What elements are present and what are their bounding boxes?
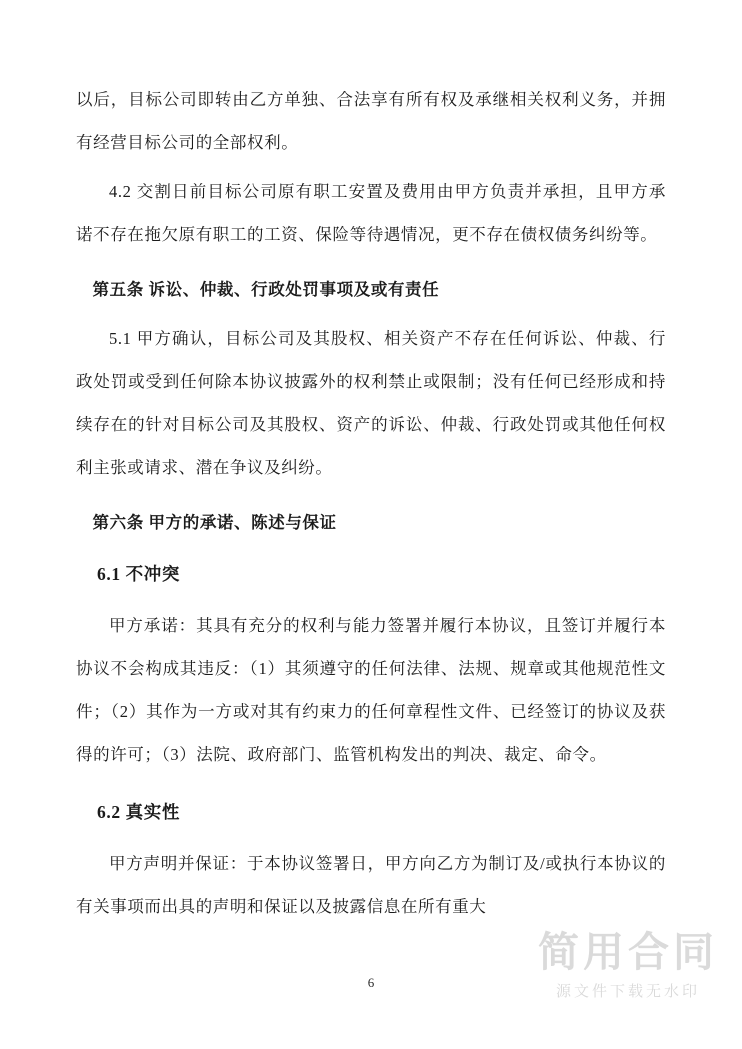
paragraph-6-1: 甲方承诺：其具有充分的权利与能力签署并履行本协议，且签订并履行本协议不会构成其违反：（1）其须遵守的任何法律、法规、规章或其他规范性文件；（2）其作为一方或对其有约束力的任何章程性文件、已经签订的协议及获得的许可；（3）法院、政府部门、监管机构发出的判决、裁定、命令。 <box>76 616 666 764</box>
paragraph-5-1: 5.1 甲方确认，目标公司及其股权、相关资产不存在任何诉讼、仲裁、行政处罚或受到任何除本协议披露外的权利禁止或限制；没有任何已经形成和持续存在的针对目标公司及其股权、资产的诉讼、仲裁、行政处罚或其他任何权利主张或请求、潜在争议及纠纷。 <box>76 329 666 477</box>
subsection-heading-6-2: 6.2 真实性 <box>97 802 180 822</box>
watermark-sub-text: 源文件下载无水印 <box>555 983 700 1000</box>
spacer <box>76 489 666 501</box>
spacer <box>76 256 666 268</box>
paragraph-6-2: 甲方声明并保证：于本协议签署日，甲方向乙方为制订及/或执行本协议的有关事项而出具的声明和保证以及披露信息在所有重大 <box>76 854 666 916</box>
paragraph-4-1-continued: 以后，目标公司即转由乙方单独、合法享有所有权及承继相关权利义务，并拥有经营目标公司的全部权利。 <box>76 90 666 152</box>
subsection-heading-6-1: 6.1 不冲突 <box>97 564 180 584</box>
section-heading-6: 第六条 甲方的承诺、陈述与保证 <box>92 513 337 532</box>
spacer <box>76 776 666 788</box>
watermark-main-text: 简用合同 <box>538 928 718 975</box>
section-heading-5: 第五条 诉讼、仲裁、行政处罚事项及或有责任 <box>92 280 440 299</box>
page-number: 6 <box>367 975 375 990</box>
paragraph-4-2: 4.2 交割日前目标公司原有职工安置及费用由甲方负责并承担，且甲方承诺不存在拖欠原有职工的工资、保险等待遇情况，更不存在债权债务纠纷等。 <box>76 182 666 244</box>
document-body <box>76 78 666 928</box>
